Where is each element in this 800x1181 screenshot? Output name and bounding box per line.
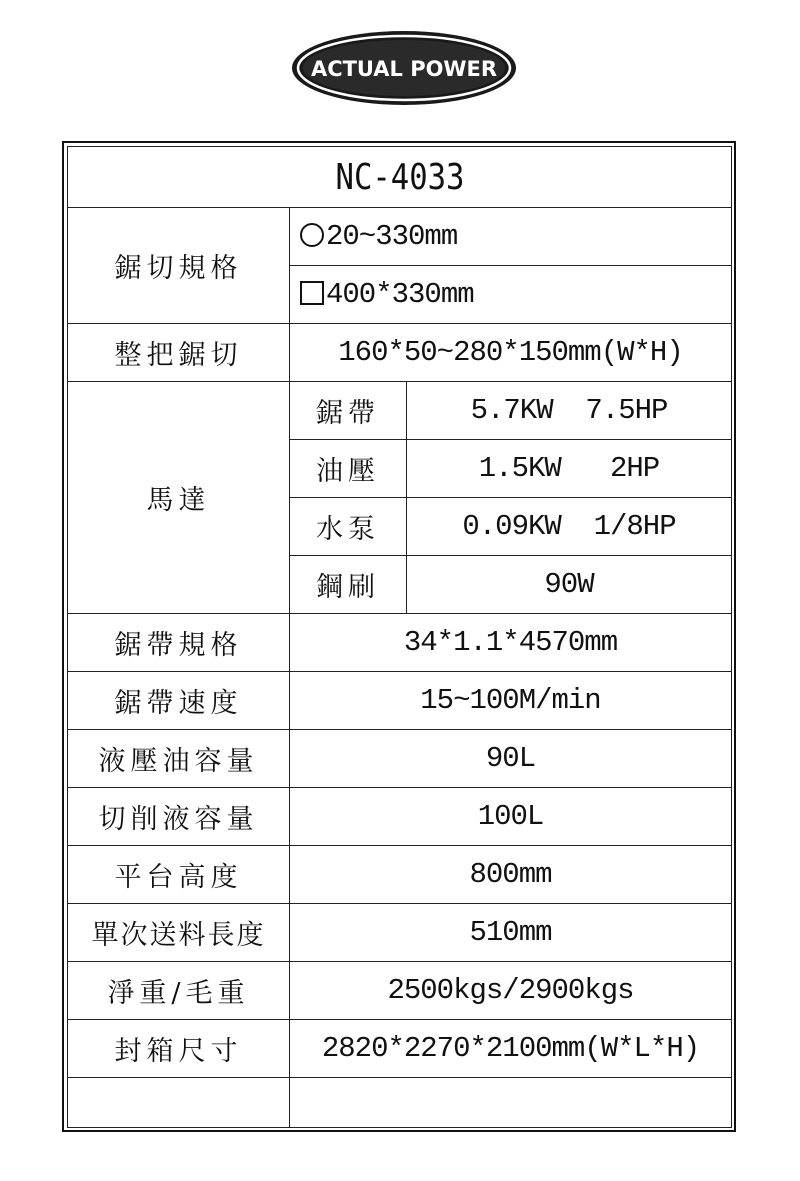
round-capacity-value: 20~330mm: [326, 220, 458, 253]
spec-sheet: [62, 141, 736, 1132]
spec-label: 鋸帶規格: [68, 614, 290, 672]
motor-item-name: 鋼刷: [290, 556, 407, 614]
spec-value: 90L: [290, 730, 732, 788]
empty-row: [68, 1078, 732, 1128]
table-row: [68, 904, 732, 962]
spec-label: 鋸帶速度: [68, 672, 290, 730]
spec-label: 單次送料長度: [68, 904, 290, 962]
motor-item-name: 鋸帶: [290, 382, 407, 440]
spec-label: 淨重/毛重: [68, 962, 290, 1020]
square-icon: [300, 281, 324, 305]
cutting-capacity-label: 鋸切規格: [68, 208, 290, 324]
logo-text: ACTUAL POWER: [311, 57, 497, 81]
table-row: [68, 1020, 732, 1078]
table-row: [68, 324, 732, 382]
spec-table: [67, 146, 732, 1128]
spec-label: 切削液容量: [68, 788, 290, 846]
square-capacity-cell: [290, 266, 732, 324]
motor-item-value: 90W: [407, 556, 732, 614]
spec-label: 液壓油容量: [68, 730, 290, 788]
table-row: [68, 208, 732, 266]
spec-value: 510mm: [290, 904, 732, 962]
spec-value: 34*1.1*4570mm: [290, 614, 732, 672]
table-row: [68, 614, 732, 672]
spec-value: 2820*2270*2100mm(W*L*H): [290, 1020, 732, 1078]
motor-item-value: 0.09KW 1/8HP: [407, 498, 732, 556]
table-row: [68, 382, 732, 440]
bundle-cutting-value: 160*50~280*150mm(W*H): [290, 324, 732, 382]
square-capacity-value: 400*330mm: [326, 278, 474, 311]
motor-label: 馬達: [68, 382, 290, 614]
table-row: [68, 672, 732, 730]
table-row: [68, 788, 732, 846]
spec-value: 15~100M/min: [290, 672, 732, 730]
motor-item-name: 油壓: [290, 440, 407, 498]
model-row: [68, 147, 732, 208]
bundle-cutting-label: 整把鋸切: [68, 324, 290, 382]
motor-item-value: 1.5KW 2HP: [407, 440, 732, 498]
empty-cell: [290, 1078, 732, 1128]
model-number: NC-4033: [117, 147, 681, 208]
empty-cell: [68, 1078, 290, 1128]
table-row: [68, 846, 732, 904]
spec-label: 封箱尺寸: [68, 1020, 290, 1078]
spec-value: 2500kgs/2900kgs: [290, 962, 732, 1020]
round-capacity-cell: [290, 208, 732, 266]
spec-label: 平台高度: [68, 846, 290, 904]
spec-value: 800mm: [290, 846, 732, 904]
motor-item-name: 水泵: [290, 498, 407, 556]
table-row: [68, 730, 732, 788]
table-row: [68, 962, 732, 1020]
motor-item-value: 5.7KW 7.5HP: [407, 382, 732, 440]
spec-value: 100L: [290, 788, 732, 846]
round-icon: [300, 223, 324, 247]
actual-power-logo: [289, 28, 519, 108]
